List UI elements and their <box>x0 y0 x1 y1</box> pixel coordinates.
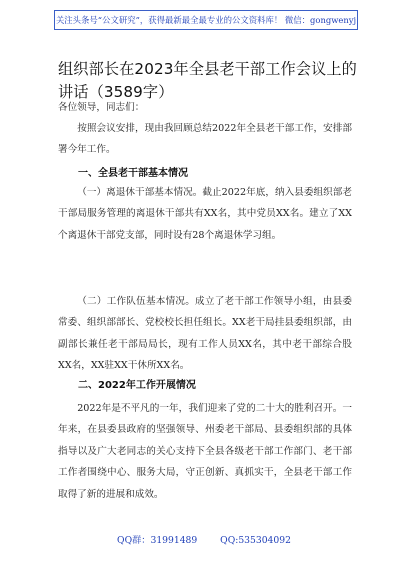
section-heading-2: 二、2022年工作开展情况 <box>78 380 196 391</box>
page-footer <box>0 532 408 546</box>
promo-banner: 关注头条号“公文研究”，获得最新最全最专业的公文资料库！ 微信：gongwenyj <box>54 10 358 30</box>
section1-paragraph-2: （二）工作队伍基本情况。成立了老干部工作领导小组，由县委常委、组织部部长、党校校长担任组长。XX老干局挂县委组织部，由副部长兼任老干部局局长，现有工作人员XX名，其中老干部综合股XX名，XX驻XX干休所XX名。 <box>58 296 352 372</box>
qq-group-label: QQ群：31991489 <box>117 535 198 546</box>
section-heading-1: 一、全县老干部基本情况 <box>78 168 188 179</box>
qq-label: QQ:535304092 <box>220 535 291 546</box>
section2-paragraph-1: 2022年是不平凡的一年，我们迎来了党的二十大的胜利召开。一年来，在县委县政府的坚强领导、州委老干部局、县委组织部的具体指导以及广大老同志的关心支持下全县各级老干部工作部门、老干部工作者围绕中心、服务大局，守正创新、真抓实干，全县老干部工作取得了新的进展和成效。 <box>58 403 352 500</box>
document-title: 组织部长在2023年全县老干部工作会议上的讲话（3589字） <box>58 60 357 101</box>
intro-paragraph: 按照会议安排，现由我回顾总结2022年全县老干部工作，安排部署今年工作。 <box>58 123 352 156</box>
greeting: 各位领导，同志们： <box>58 102 145 113</box>
section1-paragraph-1: （一）离退休干部基本情况。截止2022年底，纳入县委组织部老干部局服务管理的离退休干部共有XX名，其中党员XX名。建立了XX个离退休干部党支部，同时设有28个离退休学习组。 <box>58 187 352 241</box>
